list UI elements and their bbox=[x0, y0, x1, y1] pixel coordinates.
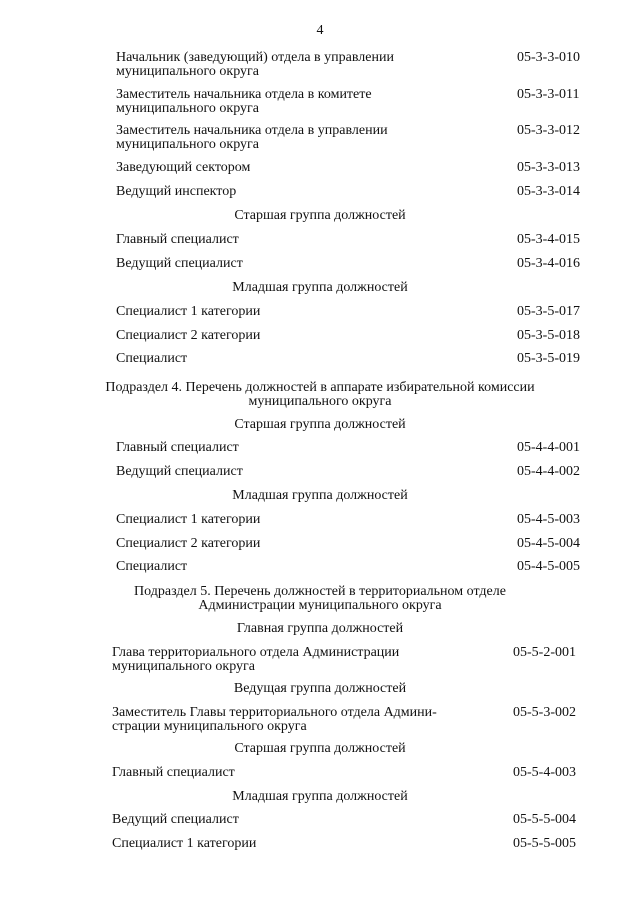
position-name: Ведущий инспектор bbox=[116, 184, 237, 199]
position-code: 05-4-5-005 bbox=[517, 559, 580, 574]
position-name: Главный специалист bbox=[116, 440, 239, 455]
position-code: 05-3-4-016 bbox=[517, 256, 580, 271]
position-code: 05-3-5-017 bbox=[517, 304, 580, 319]
position-code: 05-5-3-002 bbox=[513, 705, 576, 720]
position-name: Главный специалист bbox=[112, 765, 235, 780]
position-code: 05-3-5-018 bbox=[517, 328, 580, 343]
position-code: 05-4-4-001 bbox=[517, 440, 580, 455]
group-heading: Младшая группа должностей bbox=[232, 488, 408, 503]
group-heading: Младшая группа должностей bbox=[232, 280, 408, 295]
position-name: Специалист bbox=[116, 559, 188, 574]
position-name: Глава территориального отдела Администрации муниципального округа bbox=[112, 645, 400, 674]
position-code: 05-3-3-013 bbox=[517, 160, 580, 175]
position-code: 05-4-5-003 bbox=[517, 512, 580, 527]
position-name: Ведущий специалист bbox=[116, 464, 243, 479]
position-name: Заместитель начальника отдела в комитете муниципального округа bbox=[116, 87, 372, 116]
position-name: Заведующий сектором bbox=[116, 160, 251, 175]
position-name: Специалист 2 категории bbox=[116, 328, 261, 343]
subsection-title: Подраздел 4. Перечень должностей в аппарате избирательной комиссии муниципального округа bbox=[105, 380, 535, 409]
position-code: 05-3-3-010 bbox=[517, 50, 580, 65]
position-name: Заместитель начальника отдела в управлении муниципального округа bbox=[116, 123, 388, 152]
subsection-title: Подраздел 5. Перечень должностей в территориальном отделе Администрации муниципального округа bbox=[134, 584, 506, 613]
position-code: 05-4-5-004 bbox=[517, 536, 580, 551]
position-name: Начальник (заведующий) отдела в управлении муниципального округа bbox=[116, 50, 394, 79]
position-code: 05-3-4-015 bbox=[517, 232, 580, 247]
position-code: 05-3-3-014 bbox=[517, 184, 580, 199]
group-heading: Старшая группа должностей bbox=[234, 741, 406, 756]
position-name: Ведущий специалист bbox=[112, 812, 239, 827]
position-code: 05-5-5-004 bbox=[513, 812, 576, 827]
position-code: 05-3-3-011 bbox=[517, 87, 580, 102]
position-code: 05-5-5-005 bbox=[513, 836, 576, 851]
position-code: 05-5-2-001 bbox=[513, 645, 576, 660]
group-heading: Старшая группа должностей bbox=[234, 208, 406, 223]
position-name: Специалист bbox=[116, 351, 188, 366]
position-name: Ведущий специалист bbox=[116, 256, 243, 271]
group-heading: Ведущая группа должностей bbox=[233, 681, 407, 696]
position-name: Главный специалист bbox=[116, 232, 239, 247]
position-name: Специалист 1 категории bbox=[112, 836, 257, 851]
position-code: 05-3-3-012 bbox=[517, 123, 580, 138]
position-name: Специалист 1 категории bbox=[116, 512, 261, 527]
position-code: 05-5-4-003 bbox=[513, 765, 576, 780]
position-code: 05-3-5-019 bbox=[517, 351, 580, 366]
position-name: Заместитель Главы территориального отдела Админи- страции муниципального округа bbox=[112, 705, 437, 734]
group-heading: Младшая группа должностей bbox=[232, 789, 408, 804]
group-heading: Главная группа должностей bbox=[236, 621, 404, 636]
page-number: 4 bbox=[316, 23, 324, 38]
position-name: Специалист 2 категории bbox=[116, 536, 261, 551]
position-code: 05-4-4-002 bbox=[517, 464, 580, 479]
group-heading: Старшая группа должностей bbox=[234, 417, 406, 432]
position-name: Специалист 1 категории bbox=[116, 304, 261, 319]
